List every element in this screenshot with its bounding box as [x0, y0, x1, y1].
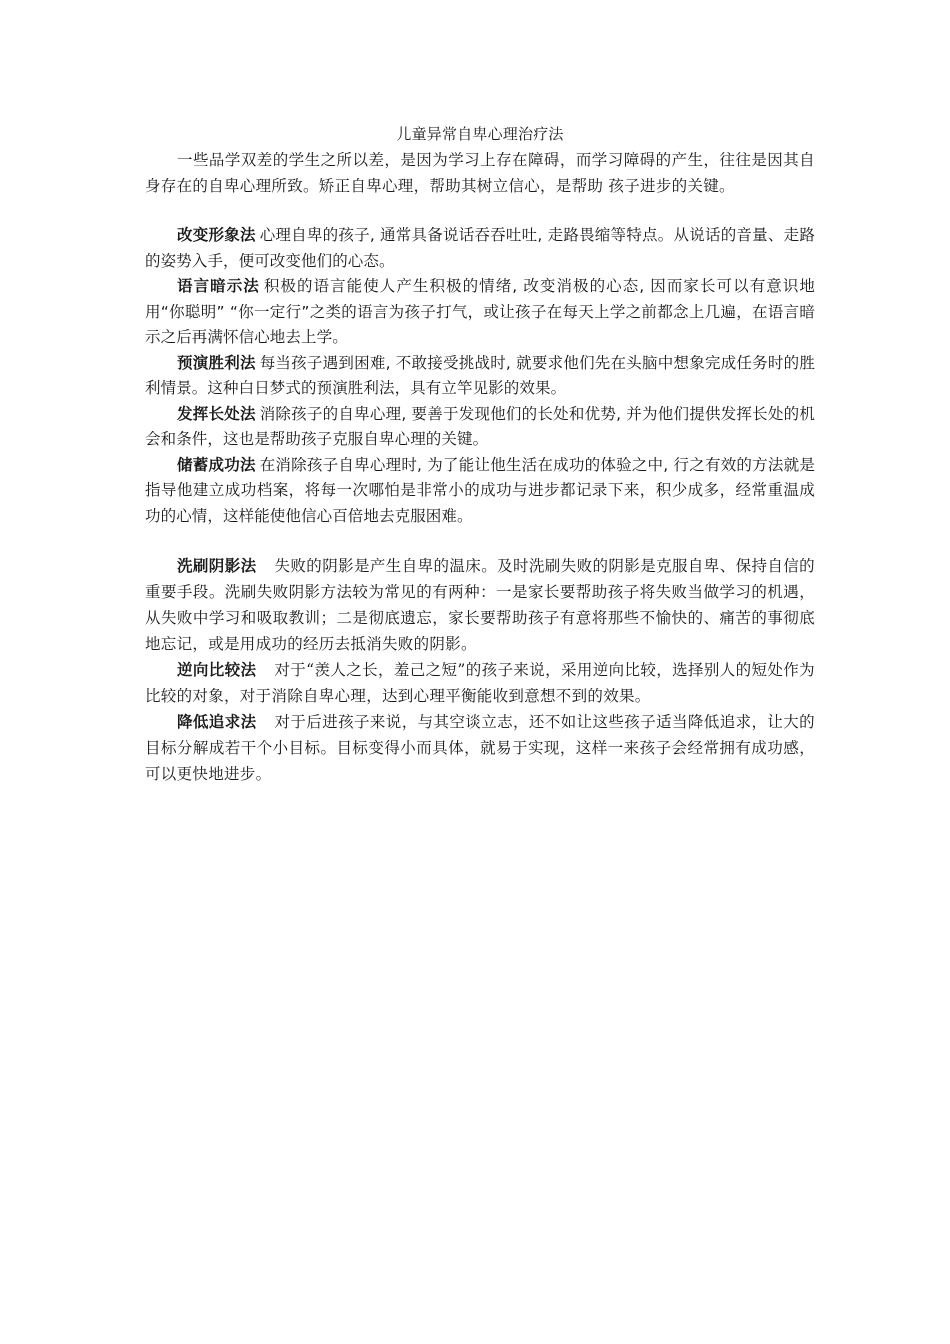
paragraph-spacer	[145, 529, 815, 553]
method-text: 对于“羡人之长，羞己之短”的孩子来说，采用逆向比较，选择别人的短处作为比较的对象，对于消除自卑心理，达到心理平衡能收到意想不到的效果。	[145, 661, 815, 705]
method-heading: 预演胜利法	[177, 353, 256, 372]
document-page	[145, 122, 815, 787]
method-text: 积极的语言能使人产生积极的情绪, 改变消极的心态, 因而家长可以有意识地用“你聪明” “你一定行”之类的语言为孩子打气，或让孩子在每天上学之前都念上几遍，在语言暗示之后再满怀信心地去上学。	[145, 277, 815, 346]
method-paragraph-rehearse-victory	[145, 351, 815, 402]
method-heading: 洗刷阴影法	[177, 557, 257, 575]
method-paragraph-save-success	[145, 453, 815, 530]
method-paragraph-reverse-compare	[145, 657, 815, 709]
method-heading: 储蓄成功法	[177, 455, 256, 474]
method-paragraph-use-strengths	[145, 402, 815, 453]
method-heading: 改变形象法	[177, 226, 256, 244]
method-text: 对于后进孩子来说，与其空谈立志，还不如让这些孩子适当降低追求，让大的目标分解成若干个小目标。目标变得小而具体，就易于实现，这样一来孩子会经常拥有成功感，可以更快地进步。	[145, 713, 815, 783]
method-paragraph-verbal-suggestion	[145, 274, 815, 351]
method-heading: 语言暗示法	[177, 277, 260, 295]
method-heading: 逆向比较法	[177, 661, 257, 679]
method-text: 每当孩子遇到困难, 不敢接受挑战时, 就要求他们先在头脑中想象完成任务时的胜利情景。这种白日梦式的预演胜利法，具有立竿见影的效果。	[145, 353, 815, 397]
method-paragraph-change-image	[145, 223, 815, 274]
method-heading: 降低追求法	[177, 713, 257, 731]
paragraph-spacer	[145, 199, 815, 223]
method-text: 在消除孩子自卑心理时, 为了能让他生活在成功的体验之中, 行之有效的方法就是指导他建立成功档案，将每一次哪怕是非常小的成功与进步都记录下来，积少成多，经常重温成功的心情，这样能使他信心百倍地去克服困难。	[145, 455, 815, 525]
intro-paragraph: 一些品学双差的学生之所以差，是因为学习上存在障碍，而学习障碍的产生，往往是因其自身存在的自卑心理所致。矫正自卑心理，帮助其树立信心，是帮助 孩子进步的关键。	[145, 151, 815, 195]
method-paragraph-wash-shadow	[145, 553, 815, 657]
method-paragraph-lower-goals	[145, 709, 815, 787]
method-heading: 发挥长处法	[177, 404, 256, 423]
document-title: 儿童异常自卑心理治疗法	[396, 125, 564, 143]
method-text: 心理自卑的孩子, 通常具备说话吞吞吐吐, 走路畏缩等特点。从说话的音量、走路的姿势入手，便可改变他们的心态。	[145, 226, 815, 270]
method-text: 消除孩子的自卑心理, 要善于发现他们的长处和优势, 并为他们提供发挥长处的机会和条件，这也是帮助孩子克服自卑心理的关键。	[145, 404, 815, 448]
method-text: 失败的阴影是产生自卑的温床。及时洗刷失败的阴影是克服自卑、保持自信的重要手段。洗刷失败阴影方法较为常见的有两种：一是家长要帮助孩子将失败当做学习的机遇，从失败中学习和吸取教训；二是彻底遗忘，家长要帮助孩子有意将那些不愉快的、痛苦的事彻底地忘记，或是用成功的经历去抵消失败的阴影。	[145, 557, 815, 653]
